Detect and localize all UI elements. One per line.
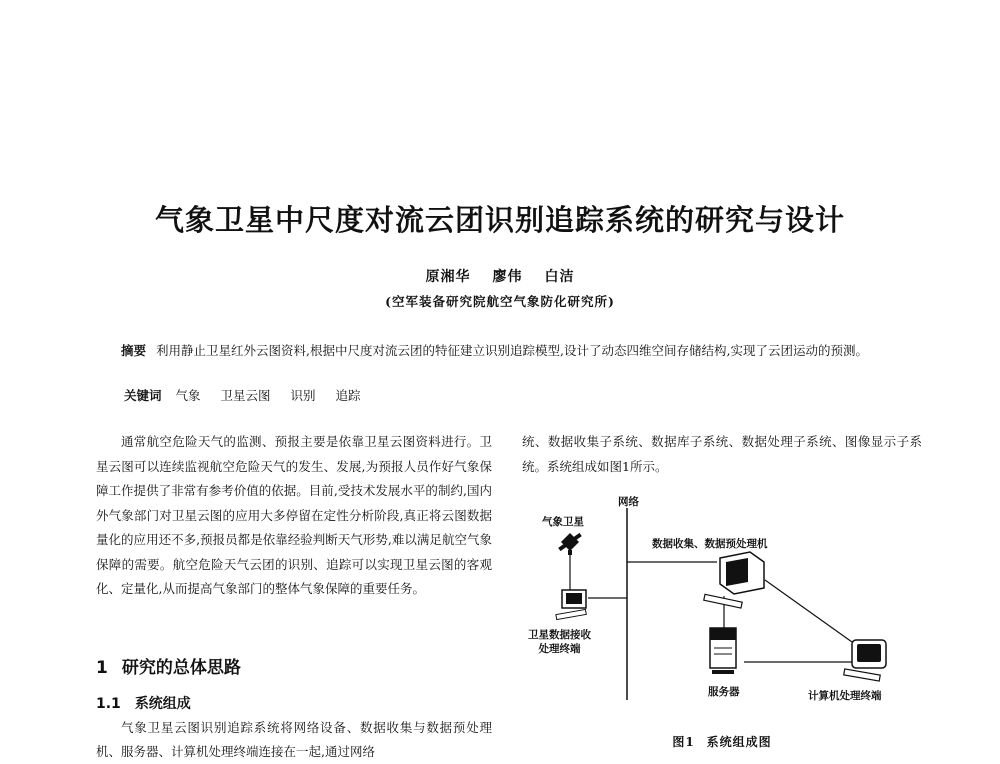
figure-caption — [522, 733, 922, 750]
keyword: 气象 — [175, 388, 201, 403]
keyword: 识别 — [290, 388, 316, 403]
section-title: 研究的总体思路 — [121, 658, 241, 678]
receiver-label-line: 卫星数据接收 — [528, 629, 591, 641]
affiliation: (空军装备研究院航空气象防化研究所) — [385, 294, 615, 309]
collector-computer-icon — [704, 552, 764, 608]
collector-label: 数据收集、数据预处理机 — [652, 538, 768, 550]
subsection-number: 1.1 — [96, 696, 121, 712]
server-label: 服务器 — [708, 686, 740, 698]
receiver-label — [528, 628, 591, 656]
system-diagram — [522, 490, 922, 710]
author-name: 原湘华 — [425, 269, 471, 285]
receiver-computer-icon — [556, 590, 586, 620]
section-number: 1 — [96, 658, 108, 678]
figure-caption-text: 系统组成图 — [706, 735, 772, 749]
link-line — [765, 580, 852, 642]
terminal-computer-icon — [844, 640, 886, 681]
body-paragraph: 气象卫星云图识别追踪系统将网络设备、数据收集与数据预处理机、服务器、计算机处理终端连接在一起,通过网络 — [96, 720, 492, 759]
network-label: 网络 — [618, 496, 639, 508]
keyword: 卫星云图 — [220, 388, 271, 403]
author-name: 廖伟 — [492, 269, 523, 285]
abstract-text: 利用静止卫星红外云图资料,根据中尺度对流云团的特征建立识别追踪模型,设计了动态四维空间存储结构,实现了云团运动的预测。 — [156, 343, 868, 358]
section-heading — [96, 653, 241, 678]
intro-paragraph: 通常航空危险天气的监测、预报主要是依靠卫星云图资料进行。卫星云图可以连续监视航空危险天气的发生、发展,为预报人员作好气象保障工作提供了非常有参考价值的依据。目前,受技术发展水平的制约,国内外气象部门对卫星云图的应用大多停留在定性分析阶段,真正将云图数据量化的应用还不多,预报员都是依靠经验判断天气形势,难以满足航空气象保障的需要。航空危险天气云团的识别、追踪可以实现卫星云图的客观化、定量化,从而提高气象部门的整体气象保障的重要任务。 — [96, 434, 492, 596]
satellite-label: 气象卫星 — [542, 516, 584, 528]
terminal-label: 计算机处理终端 — [808, 690, 882, 702]
server-icon — [710, 628, 736, 674]
receiver-label-line: 处理终端 — [538, 643, 581, 655]
paper-title: 气象卫星中尺度对流云团识别追踪系统的研究与设计 — [154, 203, 845, 237]
keywords-label: 关键词 — [124, 388, 162, 403]
figure-caption-number: 图1 — [672, 735, 695, 749]
subsection-title: 系统组成 — [134, 696, 191, 712]
abstract — [96, 340, 920, 361]
right-column-paragraph: 统、数据收集子系统、数据库子系统、数据处理子系统、图像显示子系统。系统组成如图1所示。 — [522, 434, 922, 474]
author-name: 白洁 — [544, 269, 575, 285]
satellite-icon — [558, 533, 582, 555]
subsection-heading — [96, 693, 191, 713]
author-list — [0, 266, 1000, 286]
abstract-label: 摘要 — [121, 343, 147, 358]
keyword: 追踪 — [335, 388, 361, 403]
keywords — [124, 386, 377, 404]
